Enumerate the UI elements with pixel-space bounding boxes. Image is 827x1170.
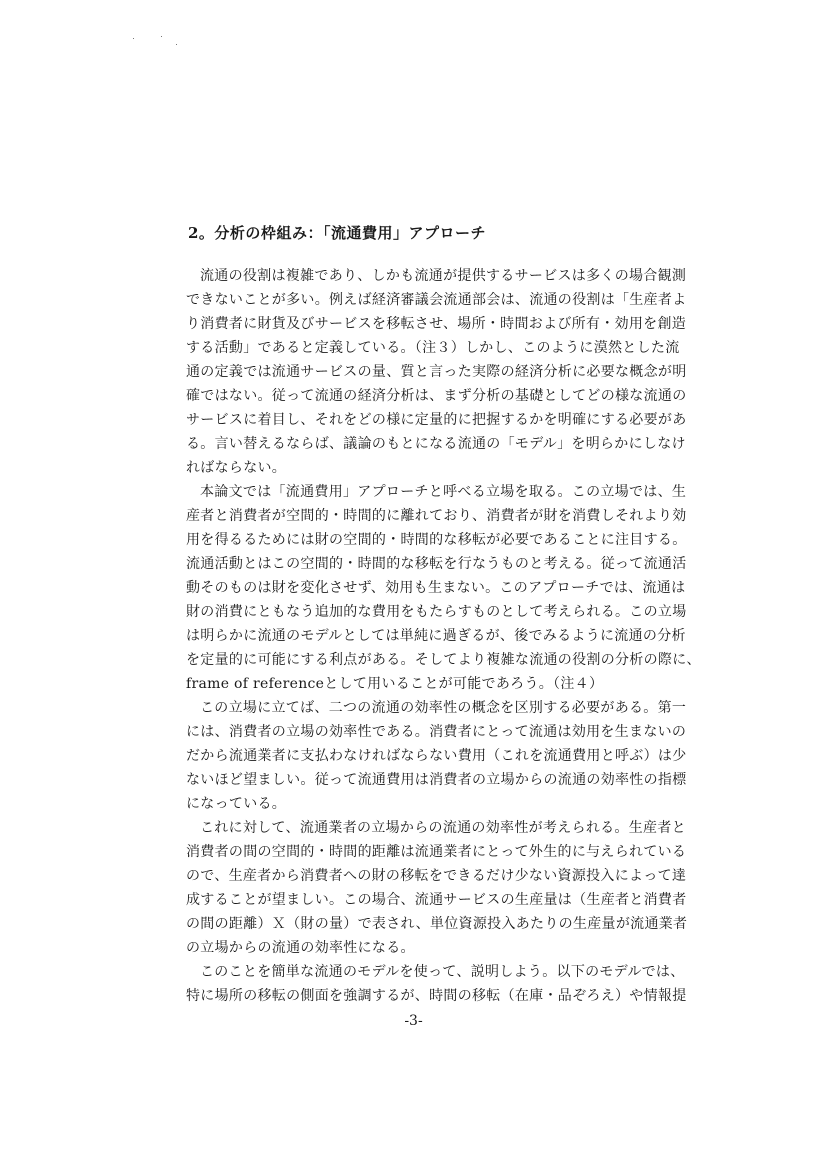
scan-speck bbox=[133, 38, 134, 39]
text-line: ので、生産者から消費者への財の移転をできるだけ少ない資源投入によって達 bbox=[186, 868, 687, 884]
section-heading: 2。分析の枠組み：「流通費用」アプローチ bbox=[188, 224, 486, 242]
text-line: の立場からの流通の効率性になる。 bbox=[186, 940, 415, 956]
scan-speck bbox=[161, 36, 162, 37]
text-line: だから流通業者に支払わなければならない費用（これを流通費用と呼ぶ）は少 bbox=[186, 748, 687, 764]
body-text bbox=[186, 264, 716, 1008]
text-line: 確ではない。従って流通の経済分析は、まず分析の基礎としてどの様な流通の bbox=[186, 388, 687, 404]
text-line: できないことが多い。例えば経済審議会流通部会は、流通の役割は「生産者よ bbox=[186, 292, 687, 308]
text-line: ればならない。 bbox=[186, 460, 287, 476]
text-line: する活動」であると定義している。（注３）しかし、このように漠然とした流 bbox=[186, 340, 680, 356]
text-line: ないほど望ましい。従って流通費用は消費者の立場からの流通の効率性の指標 bbox=[186, 772, 687, 788]
scan-speck bbox=[176, 44, 177, 45]
text-line: 産者と消費者が空間的・時間的に離れており、消費者が財を消費しそれより効 bbox=[186, 508, 687, 524]
text-line: る。言い替えるならば、議論のもとになる流通の「モデル」を明らかにしなけ bbox=[186, 436, 686, 452]
text-line: このことを簡単な流通のモデルを使って、説明しよう。以下のモデルでは、 bbox=[200, 964, 685, 980]
text-line: これに対して、流通業者の立場からの流通の効率性が考えられる。生産者と bbox=[200, 820, 686, 836]
text-line: frame of referenceとして用いることが可能であろう。（注４） bbox=[186, 676, 604, 692]
text-line: 本論文では「流通費用」アプローチと呼べる立場を取る。この立場では、生 bbox=[200, 484, 687, 500]
text-line: 用を得るるためには財の空間的・時間的な移転が必要であることに注目する。 bbox=[186, 532, 687, 548]
text-line: 特に場所の移転の側面を強調するが、時間の移転（在庫・品ぞろえ）や情報提 bbox=[186, 988, 687, 1004]
text-line: サービスに着目し、それをどの様に定量的に把握するかを明確にする必要があ bbox=[186, 412, 687, 428]
text-line: 流通活動とはこの空間的・時間的な移転を行なうものと考える。従って流通活 bbox=[186, 556, 687, 572]
text-line: は明らかに流通のモデルとしては単純に過ぎるが、後でみるように流通の分析 bbox=[186, 628, 686, 644]
text-line: の間の距離）Ｘ（財の量）で表され、単位資源投入あたりの生産量が流通業者 bbox=[186, 916, 688, 932]
text-line: 通の定義では流通サービスの量、質と言った実際の経済分析に必要な概念が明 bbox=[186, 364, 687, 380]
text-line: 流通の役割は複雑であり、しかも流通が提供するサービスは多くの場合観測 bbox=[200, 268, 687, 284]
text-line: り消費者に財貨及びサービスを移転させ、場所・時間および所有・効用を創造 bbox=[186, 316, 687, 332]
text-line: 成することが望ましい。この場合、流通サービスの生産量は（生産者と消費者 bbox=[186, 892, 687, 908]
text-line: 動そのものは財を変化させず、効用も生まない。このアプローチでは、流通は bbox=[186, 580, 686, 596]
text-line: になっている。 bbox=[186, 796, 287, 812]
text-line: 財の消費にともなう追加的な費用をもたらすものとして考えられる。この立場 bbox=[186, 604, 687, 620]
page-number: -3- bbox=[404, 1013, 423, 1029]
text-line: には、消費者の立場の効率性である。消費者にとって流通は効用を生まないの bbox=[186, 724, 687, 740]
text-line: を定量的に可能にする利点がある。そしてより複雑な流通の役割の分析の際に、 bbox=[186, 652, 701, 668]
text-line: この立場に立てば、二つの流通の効率性の概念を区別する必要がある。第一 bbox=[200, 700, 687, 716]
text-line: 消費者の間の空間的・時間的距離は流通業者にとって外生的に与えられている bbox=[186, 844, 687, 860]
